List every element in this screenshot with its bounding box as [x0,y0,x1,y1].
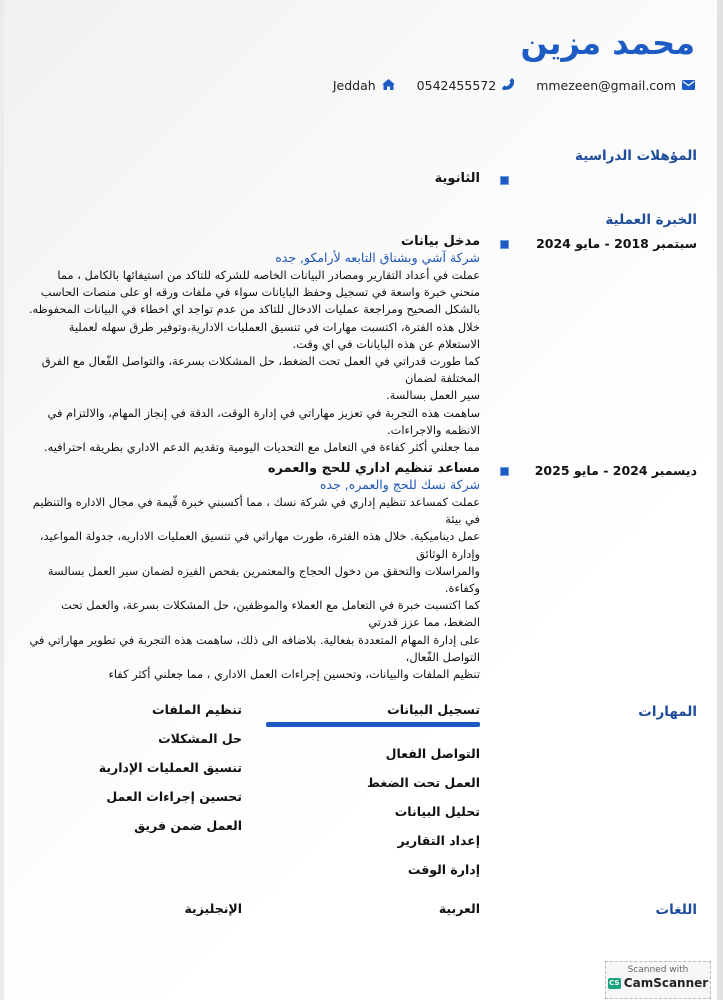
skill-item: التواصل الفعال [385,746,480,761]
section-languages-title: اللغات [655,902,697,918]
home-icon [382,79,395,93]
watermark-top-text: Scanned with [627,965,689,975]
job-description [20,267,480,456]
bullet-square-icon [500,240,509,249]
job-description-line: عملت كمساعد تنظيم إداري في شركة نسك ، مما أكسبني خبرة قّيمة في مجال الاداره والتنظيم [32,495,480,509]
skill-item: إدارة الوقت [407,862,480,877]
job-description-line: وإدارة الوثائق [416,546,480,561]
section-skills-title: المهارات [638,704,697,720]
email-text: mmezeen@gmail.com [536,78,676,93]
skill-item: تنظيم الملفات [152,702,242,717]
job-description-line: الانظمه والاجراءات. [386,422,480,437]
language-item: العربية [438,901,480,916]
job-description-line: عملت في أعداد التقارير ومصادر البيانات الخاصه للشركه للتاكد من استيفائها بالكامل ، مما [57,268,480,282]
section-education-title: المؤهلات الدراسية [575,148,697,164]
job-description-line: منحني خبرة واسعة في تسجيل وحفظ البايانات سواء في ملفات ورقه او على منصات الحاسب [40,285,480,300]
skill-item: تحليل البيانات [394,804,480,819]
contact-line [333,78,695,93]
job-date: ديسمبر 2024 - مايو 2025 [534,463,697,478]
skill-item: العمل ضمن فريق [134,818,242,833]
job-description-line: الضغط، مما عزز قدرتي [368,615,480,630]
job-description-line: عمل ديناميكية. خلال هذه الفترة، طورت مهاراتي في تنسيق العمليات الاداريه، جدولة المواعيد، [39,529,480,544]
job-description-line: في بيئة [445,512,480,527]
job-title: مساعد تنظيم اداري للحج والعمره [267,461,480,476]
job-company: شركة نسك للحج والعمره, جده [320,477,480,492]
skill-item: العمل تحت الضغط [367,775,480,790]
city-text: Jeddah [332,78,376,93]
job-description-line: سير العمل بسالسة. [385,388,480,403]
skill-item: تسجيل البيانات [387,702,480,717]
camscanner-watermark [605,961,711,999]
phone-icon [502,78,514,93]
job-description-line: الاستعلام عن هذه البايانات في اي وقت. [292,336,480,351]
camscanner-logo-icon: CS [609,978,620,987]
job-description [20,494,480,683]
job-description-line: بالشكل الصحيح ومراجعة عمليات الادخال للتاكد من عدم تواجد اي اخطاء في البيانات المحفوظه. [28,302,480,317]
envelope-icon [682,79,695,93]
phone-text: 0542455572 [416,78,497,93]
job-description-line: التواصل الفّعال، [405,649,480,664]
job-title: مدخل بيانات [401,234,480,249]
page-edge-left [0,0,4,1000]
job-description-line: والمراسلات والتحقق من دخول الحجاج والمعتمرين بفحص الفيزه لضمان سير العمل بسالسة [47,563,480,578]
page-edge-right [717,0,723,1000]
skill-item: حل المشكلات [158,731,242,746]
skill-item: إعداد التقارير [397,833,480,848]
section-experience-title: الخبرة العملية [605,212,697,228]
job-description-line: على إدارة المهام المتعددة بفعالية. بلاضافه الى ذلك، ساهمت هذه التجربة في تطوير مهاراتي في [29,632,480,647]
watermark-brand-text: CamScanner [623,976,709,990]
job-description-line: مما جعلني أكثر كفاءة في التعامل مع التحديات اليومية وتقديم الدعم الاداري بطريقه احترافيه. [43,440,480,455]
job-description-line: كما طورت قدراتي في العمل تحت الضغط، حل المشكلات بسرعة، والتواصل الفّعال مع الفرق [41,354,480,369]
job-description-line: وكفاءة. [444,581,480,596]
skill-item: تحسين إجراءات العمل [106,789,242,804]
job-description-line: خلال هذه الفترة، اكتسبت مهارات في تنسيق العمليات الادارية،وتوفير طرق سهله لعملية [68,319,480,334]
candidate-name: محمد مزين [520,24,695,62]
job-description-line: كما اكتسبت خبرة في التعامل مع العملاء والموظفين، حل المشكلات بسرعة، والعمل تحت [60,598,480,613]
skill-item: تنسيق العمليات الإدارية [98,760,242,775]
bullet-square-icon [500,467,509,476]
job-date: سبتمبر 2018 - مايو 2024 [536,236,697,251]
education-item: الثانوية [434,171,480,186]
job-description-line: ساهمت هذه التجربة في تعزيز مهاراتي في إدارة الوقت، الدقة في إنجاز المهام، والالتزام في [47,405,480,420]
job-company: شركة آشي وبشناق التابعه لأرامكو, جده [275,250,480,265]
job-description-line: المختلفة لضمان [404,371,480,386]
skill-underline-bar [266,722,480,727]
job-description-line: تنظيم الملفات والبيانات، وتحسين إجراءات العمل الاداري ، مما جعلني أكثر كفاء [108,667,480,682]
language-item: الإنجليزية [184,901,242,916]
bullet-square-icon [500,176,509,185]
